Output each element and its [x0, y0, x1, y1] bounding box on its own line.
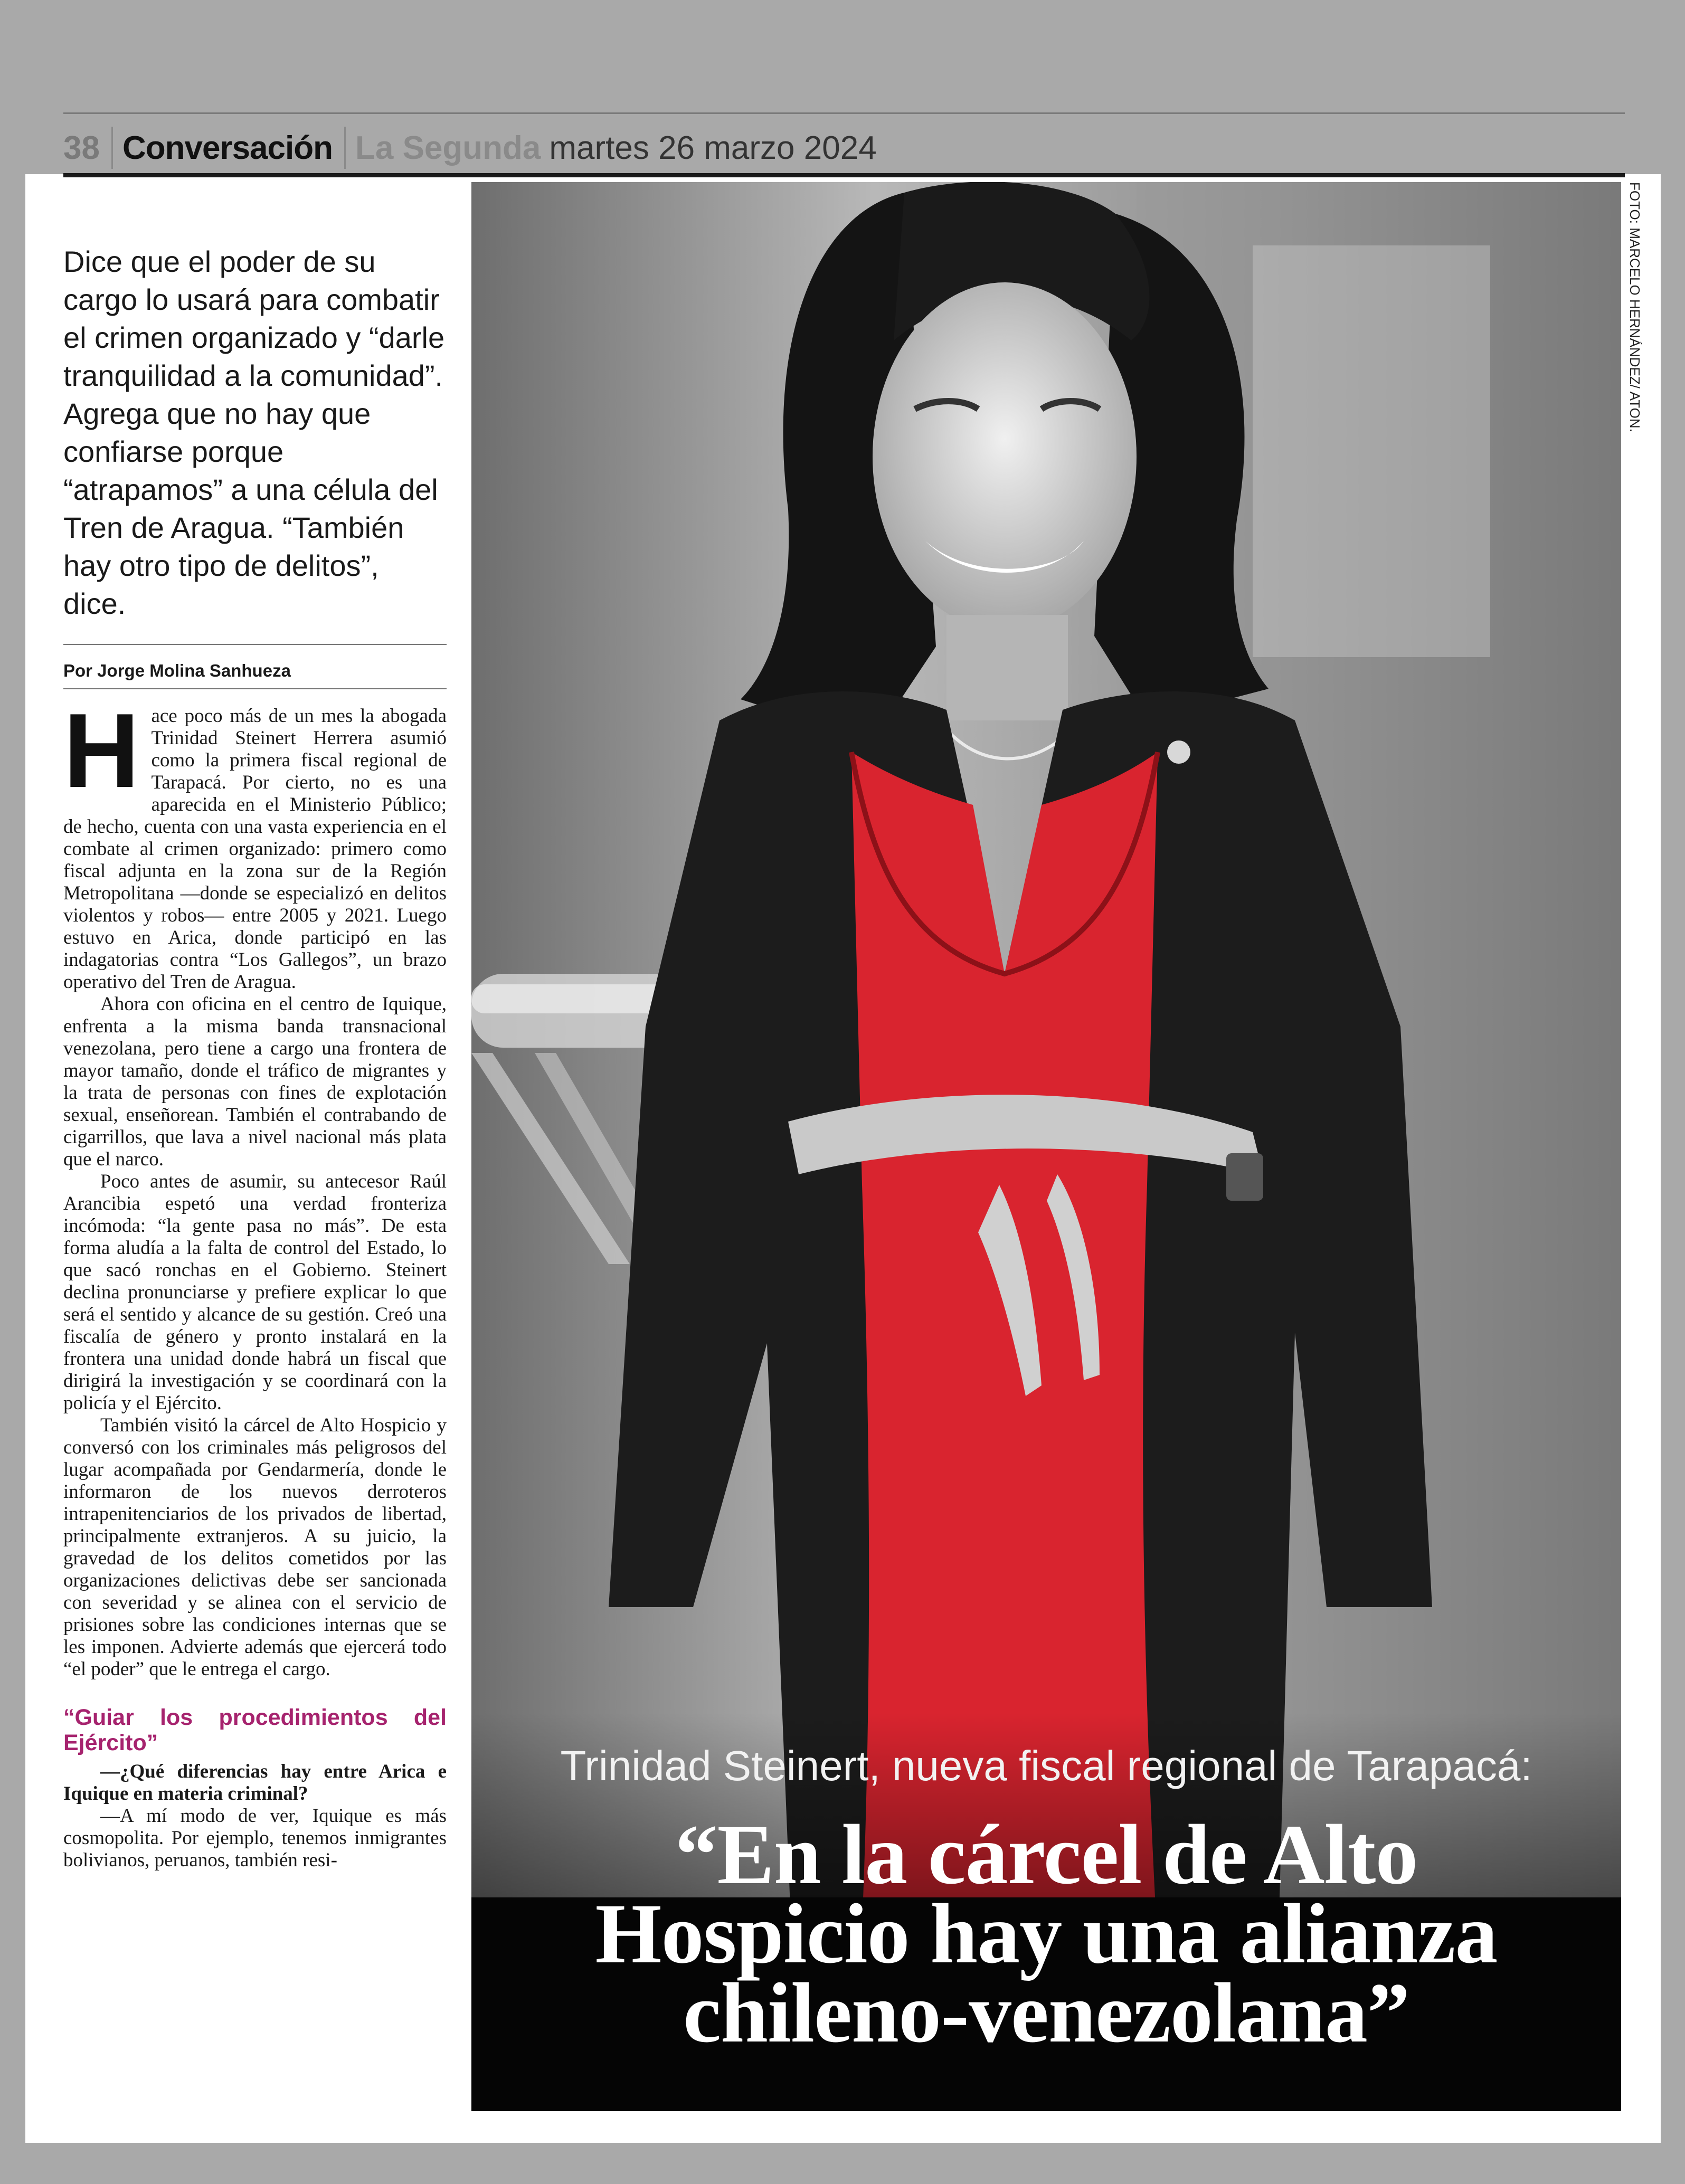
header-divider — [111, 127, 113, 169]
header-top-rule — [63, 112, 1625, 114]
byline-divider — [63, 688, 447, 689]
section-name: Conversación — [122, 129, 333, 166]
headline-line-1: “En la cárcel de Alto — [675, 1808, 1418, 1902]
headline-line-2: Hospicio hay una alianza — [595, 1887, 1498, 1981]
drop-cap: H — [63, 692, 140, 810]
interview-question: —¿Qué diferencias hay entre Arica e Iquique en materia criminal? — [63, 1761, 447, 1805]
newspaper-brand: La Segunda — [355, 129, 541, 166]
photo-credit-text: FOTO: MARCELO HERNÁNDEZ/ ATON. — [1627, 182, 1643, 432]
header-bottom-rule — [63, 173, 1625, 177]
headline-kicker: Trinidad Steinert, nueva fiscal regional de Tarapacá: — [560, 1742, 1532, 1789]
paragraph-2: Ahora con oficina en el centro de Iquique, enfrenta a la misma banda transnacional venezolana, pero tiene a cargo una frontera de mayor tamaño, donde el tráfico de migrantes y la trata de personas con fines de explotación sexual, enseñorean. También el contrabando de cigarrillos, que lava a nivel nacional más plata que el narco. — [63, 993, 447, 1170]
headline-line-3: chileno-venezolana” — [683, 1966, 1409, 2060]
lead-divider — [63, 644, 447, 645]
paragraph-4: También visitó la cárcel de Alto Hospicio y conversó con los criminales más peligrosos del lugar acompañada por Gendarmería, donde le informaron de los nuevos derroteros intrapenitenciarios de los privados de libertad, principalmente extranjeros. A su juicio, la gravedad de los delitos cometidos por las organizaciones delictivas debe ser sancionada con severidad y se alinea con el servicio de prisiones sobre las condiciones internas que se les imponen. Advierte además que ejercerá todo “el poder” que le entrega el cargo. — [63, 1414, 447, 1680]
paragraph-1-text: ace poco más de un mes la abogada Trinidad Steinert Herrera asumió como la primera fiscal regional de Tarapacá. Por cierto, no es una aparecida en el Ministerio Público; de hecho, cuenta con una vasta experiencia en el combate al crimen organizado: primero como fiscal adjunta en la zona sur de la Región Metropolitana —donde se especializó en delitos violentos y robos— entre 2005 y 2021. Luego estuvo en Arica, donde participó en las indagatorias contra “Los Gallegos”, un brazo operativo del Tren de Aragua. — [63, 705, 447, 993]
photo-credit — [1627, 182, 1648, 430]
byline: Por Jorge Molina Sanhueza — [63, 661, 291, 680]
paragraph-1 — [63, 692, 447, 993]
page-header — [63, 108, 1625, 177]
header-divider — [344, 127, 346, 169]
headline — [471, 1808, 1621, 2060]
article-column — [63, 243, 447, 1872]
page-number: 38 — [63, 129, 100, 166]
paragraph-3: Poco antes de asumir, su antecesor Raúl Arancibia espetó una verdad fronteriza incómoda: “la gente pasa no más”. De esta forma aludía a la falta de control del Estado, lo que sacó ronchas en el Gobierno. Steinert declina pronunciarse y prefiere explicar lo que será el sentido y alcance de su gestión. Creó una fiscalía de género y pronto instalará en la frontera una unidad donde habrá un fiscal que dirigirá la investigación y se coordinará con la policía y el Ejército. — [63, 1171, 447, 1414]
interview-answer: —A mí modo de ver, Iquique es más cosmopolita. Por ejemplo, tenemos inmigrantes bolivianos, peruanos, también resi- — [63, 1805, 447, 1871]
article-body — [63, 692, 447, 1872]
issue-date: martes 26 marzo 2024 — [549, 129, 877, 166]
subheading: “Guiar los procedimientos del Ejército” — [63, 1705, 447, 1755]
article-lead: Dice que el poder de su cargo lo usará para combatir el crimen organizado y “darle tranquilidad a la comunidad”. Agrega que no hay que confiarse porque “atrapamos” a una célula del Tren de Aragua. “También hay otro tipo de delitos”, dice. — [63, 245, 445, 620]
